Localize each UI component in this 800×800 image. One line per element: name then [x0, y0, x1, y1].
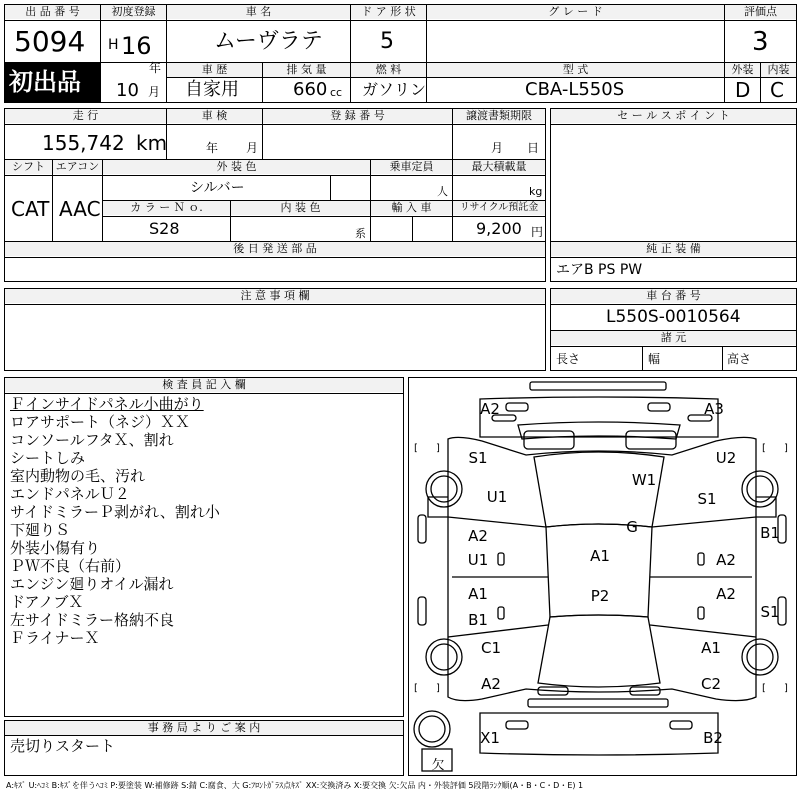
model-header: 型 式 — [427, 63, 724, 77]
genuine-equipment-header: 純 正 装 備 — [551, 242, 796, 256]
legend: A:ｷｽﾞ U:ﾍｺﾐ B:ｷｽﾞを伴うﾍｺﾐ P:要塗装 W:補修跡 S:錆 C:腐食、大 G:ﾌﾛﾝﾄｶﾞﾗｽ点ｷｽﾞ XX:交換済み X:要交換 欠:欠品 内・外装評価 5段階ﾗﾝｸ順(A・B・C・D・E) 1 — [6, 781, 584, 790]
max-load-header: 最大積載量 — [453, 160, 545, 174]
inspector-note: ドアノブＸ — [10, 593, 84, 611]
fuel-value: ガソリン — [362, 80, 427, 99]
aircon-header: エアコン — [53, 160, 102, 174]
color-no-value: S28 — [149, 219, 180, 238]
spec-length: 長さ — [556, 352, 581, 366]
mark-rear-right: B2 — [703, 729, 723, 747]
inspector-note: シートしみ — [10, 449, 86, 467]
shift-header: シフト — [5, 160, 52, 174]
door-value: 5 — [380, 29, 394, 54]
mark-front-right: A3 — [704, 400, 724, 418]
mark-fr-fender-1: U2 — [715, 449, 737, 467]
mark-right-rear-door: A2 — [716, 585, 736, 603]
mark-right-side-2: S1 — [760, 603, 780, 621]
car-name: ムーヴラテ — [214, 29, 323, 54]
mileage-unit: km — [136, 131, 168, 155]
score-value: 3 — [752, 27, 769, 57]
transfer-month-unit: 月 — [491, 141, 504, 155]
reg-no-header: 登 録 番 号 — [263, 109, 452, 123]
notes-header: 注 意 事 項 欄 — [5, 289, 545, 303]
inspection-year-unit: 年 — [206, 141, 219, 155]
ext-color-value: シルバー — [190, 180, 245, 196]
score-header: 評価点 — [725, 5, 796, 19]
specs-header: 諸 元 — [551, 331, 796, 345]
grade-header: グ レ ー ド — [427, 5, 724, 19]
mark-right-side-1: B1 — [760, 524, 780, 542]
inspector-note: 外装小傷有り — [10, 539, 101, 557]
transfer-day-unit: 日 — [527, 141, 540, 155]
svg-text:]: ] — [784, 683, 788, 694]
mileage-value: 155,742 — [42, 131, 125, 155]
mark-right-front-door: A2 — [716, 551, 736, 569]
interior-header: 内装 — [761, 63, 796, 77]
mark-right-rear-fender-1: A1 — [701, 639, 721, 657]
recycle-header: リサイクル預託金 — [453, 201, 545, 215]
mark-missing: 欠 — [431, 758, 445, 773]
sales-points-header: セ ー ル ス ポ イ ン ト — [551, 109, 796, 123]
interior-grade: C — [770, 78, 784, 102]
mark-rear-left: X1 — [480, 729, 500, 747]
exterior-grade: D — [735, 78, 751, 102]
color-no-header: カ ラ ー Ｎ ｏ. — [103, 201, 230, 215]
svg-text:]: ] — [784, 443, 788, 454]
svg-text:]: ] — [436, 443, 440, 454]
spec-height: 高さ — [727, 352, 752, 366]
mark-roof: G — [626, 518, 638, 536]
mark-fl-fender-2: U1 — [486, 488, 508, 506]
first-reg-year-unit: 年 — [149, 61, 162, 75]
recycle-value: 9,200 — [476, 219, 522, 238]
door-header: ド ア 形 状 — [351, 5, 426, 19]
max-load-unit: kg — [529, 185, 543, 198]
inspection-month-unit: 月 — [246, 141, 259, 155]
inspector-note: サイドミラーＰ剥がれ、割れ小 — [10, 503, 220, 521]
inspector-note: 下廻りＳ — [10, 521, 71, 539]
transfer-header: 譲渡書類期限 — [453, 109, 545, 123]
int-color-suffix: 系 — [355, 227, 366, 240]
first-listing-badge-text: 初出品 — [9, 68, 81, 96]
inspector-note: エンジン廻りオイル漏れ — [10, 575, 174, 593]
first-reg-month: 10 — [116, 80, 139, 101]
first-reg-year: 16 — [121, 32, 152, 60]
genuine-equipment-value: エアB PS PW — [556, 262, 643, 278]
lot-number-header: 出 品 番 号 — [5, 5, 100, 19]
model-value: CBA-L550S — [525, 79, 625, 100]
mileage-header: 走 行 — [5, 109, 166, 123]
car-name-header: 車 名 — [167, 5, 350, 19]
damage-diagram — [408, 377, 797, 776]
mark-left-rear-door-2: B1 — [468, 611, 488, 629]
recycle-unit: 円 — [531, 225, 544, 239]
inspector-header: 検 査 員 記 入 欄 — [5, 378, 403, 392]
inspector-note: ＦライナーＸ — [10, 629, 100, 647]
mark-roof-panel: A1 — [590, 547, 610, 565]
displacement-unit: cc — [330, 86, 343, 99]
chassis-no-value: L550S-0010564 — [606, 307, 741, 327]
later-parts-header: 後 日 発 送 部 品 — [5, 242, 545, 256]
spec-width: 幅 — [648, 352, 661, 366]
inspector-note: コンソールフタＸ、割れ — [10, 431, 174, 449]
mark-left-rear-fender-1: C1 — [480, 639, 502, 657]
ext-color-header: 外 装 色 — [103, 160, 370, 174]
mark-right-rear-fender-2: C2 — [700, 675, 722, 693]
inspection-header: 車 検 — [167, 109, 262, 123]
capacity-unit: 人 — [437, 185, 448, 198]
exterior-header: 外装 — [725, 63, 760, 77]
svg-text:[: [ — [762, 443, 766, 454]
mark-fr-fender-2: S1 — [697, 490, 717, 508]
mark-fl-fender-1: S1 — [468, 449, 488, 467]
int-color-header: 内 装 色 — [231, 201, 370, 215]
first-reg-month-unit: 月 — [148, 85, 161, 99]
first-reg-header: 初度登録 — [101, 5, 166, 19]
lot-number: 5094 — [14, 25, 86, 58]
mark-left-front-door-1: A2 — [468, 527, 488, 545]
displacement-value: 660 — [293, 79, 328, 100]
shift-value: CAT — [11, 197, 50, 221]
displacement-header: 排 気 量 — [263, 63, 350, 77]
inspector-note: Ｆインサイドパネル小曲がり — [10, 395, 204, 413]
capacity-header: 乗車定員 — [371, 160, 452, 174]
inspector-note: 左サイドミラー格納不良 — [10, 611, 174, 629]
office-header: 事 務 局 よ り ご 案 内 — [5, 721, 403, 735]
fuel-header: 燃 料 — [351, 63, 426, 77]
mark-left-rear-door-1: A1 — [468, 585, 488, 603]
office-note: 売切りスタート — [10, 737, 116, 755]
svg-text:[: [ — [414, 443, 418, 454]
svg-text:]: ] — [436, 683, 440, 694]
mark-front-left: A2 — [480, 400, 500, 418]
inspector-note: 室内動物の毛、汚れ — [10, 467, 146, 485]
inspector-note: ロアサポート（ネジ）ＸＸ — [10, 413, 191, 431]
inspector-notes-list — [10, 395, 220, 647]
first-reg-era: H — [108, 37, 119, 53]
history-header: 車 歴 — [167, 63, 262, 77]
mark-windshield: W1 — [631, 471, 657, 489]
svg-text:[: [ — [762, 683, 766, 694]
mark-rear-roof: P2 — [590, 587, 610, 605]
inspector-note: ＰＷ不良（右前） — [10, 557, 131, 575]
import-header: 輸 入 車 — [371, 201, 452, 215]
chassis-no-header: 車 台 番 号 — [551, 289, 796, 303]
mark-left-rear-fender-2: A2 — [481, 675, 501, 693]
inspector-note: エンドパネルＵ２ — [10, 485, 130, 503]
mark-left-front-door-2: U1 — [467, 551, 489, 569]
svg-text:[: [ — [414, 683, 418, 694]
aircon-value: AAC — [59, 197, 101, 221]
history-value: 自家用 — [185, 79, 239, 100]
